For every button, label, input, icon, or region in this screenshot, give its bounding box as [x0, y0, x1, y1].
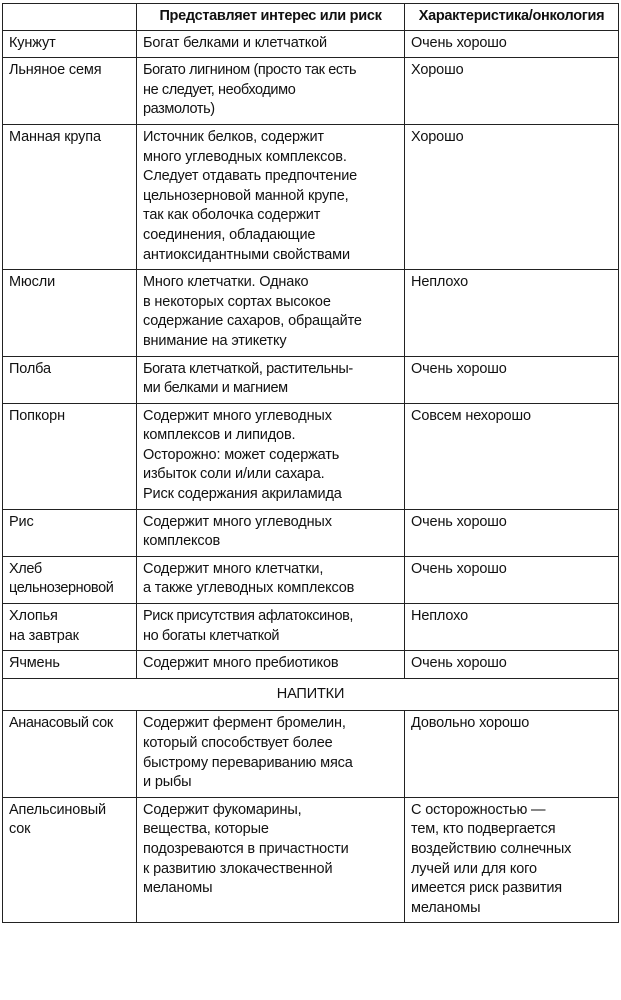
header-col-1	[3, 4, 137, 31]
product-name: Льняное семя	[3, 58, 137, 125]
product-name: Хлеб цельнозерновой	[3, 556, 137, 603]
product-note: Богат белками и клетчаткой	[137, 30, 405, 58]
header-col-2: Представляет интерес или риск	[137, 4, 405, 31]
product-name: Кунжут	[3, 30, 137, 58]
header-row	[3, 4, 619, 31]
product-note: Риск присутствия афлатоксинов, но богаты клетчаткой	[137, 604, 405, 651]
product-rating: Неплохо	[405, 604, 619, 651]
product-rating: Очень хорошо	[405, 30, 619, 58]
drink-name: Ананасовый сок	[3, 711, 137, 797]
product-name: Мюсли	[3, 270, 137, 356]
table-row	[3, 711, 619, 797]
table-row	[3, 30, 619, 58]
product-name: Ячмень	[3, 651, 137, 679]
table-row	[3, 403, 619, 509]
product-note: Содержит много углеводных комплексов и липидов. Осторожно: может содержать избыток соли и/или сахара. Риск содержания акриламида	[137, 403, 405, 509]
table-row	[3, 356, 619, 403]
product-rating: Очень хорошо	[405, 556, 619, 603]
food-table	[2, 3, 619, 923]
product-name: Манная крупа	[3, 124, 137, 269]
table-row	[3, 509, 619, 556]
product-note: Богато лигнином (просто так есть не следует, необходимо размолоть)	[137, 58, 405, 125]
product-name: Попкорн	[3, 403, 137, 509]
section-row	[3, 678, 619, 711]
product-rating: Очень хорошо	[405, 651, 619, 679]
product-rating: Хорошо	[405, 58, 619, 125]
section-title: НАПИТКИ	[3, 678, 619, 711]
drink-note: Содержит фукомарины, вещества, которые подозреваются в причастности к развитию злокачественной меланомы	[137, 797, 405, 923]
product-note: Содержит много пребиотиков	[137, 651, 405, 679]
header-col-3: Характеристика/онкология	[405, 4, 619, 31]
product-name: Хлопья на завтрак	[3, 604, 137, 651]
table-row	[3, 270, 619, 356]
drink-rating: С осторожностью — тем, кто подвергается воздействию солнечных лучей или для кого имеется риск развития меланомы	[405, 797, 619, 923]
drink-rating: Довольно хорошо	[405, 711, 619, 797]
product-note: Содержит много клетчатки, а также углеводных комплексов	[137, 556, 405, 603]
table-row	[3, 556, 619, 603]
table-row	[3, 651, 619, 679]
drink-name: Апельсиновый сок	[3, 797, 137, 923]
product-rating: Очень хорошо	[405, 356, 619, 403]
table-row	[3, 58, 619, 125]
product-rating: Очень хорошо	[405, 509, 619, 556]
product-note: Много клетчатки. Однако в некоторых сортах высокое содержание сахаров, обращайте внимание на этикетку	[137, 270, 405, 356]
product-name: Полба	[3, 356, 137, 403]
table-row	[3, 124, 619, 269]
table-row	[3, 797, 619, 923]
product-note: Содержит много углеводных комплексов	[137, 509, 405, 556]
product-rating: Неплохо	[405, 270, 619, 356]
table-row	[3, 604, 619, 651]
product-rating: Совсем нехорошо	[405, 403, 619, 509]
drink-note: Содержит фермент бромелин, который способствует более быстрому перевариванию мяса и рыбы	[137, 711, 405, 797]
product-note: Источник белков, содержит много углеводных комплексов. Следует отдавать предпочтение цельнозерновой манной крупе, так как оболочка содержит соединения, обладающие антиоксидантными свойствами	[137, 124, 405, 269]
product-note: Богата клетчаткой, растительны- ми белками и магнием	[137, 356, 405, 403]
product-name: Рис	[3, 509, 137, 556]
product-rating: Хорошо	[405, 124, 619, 269]
